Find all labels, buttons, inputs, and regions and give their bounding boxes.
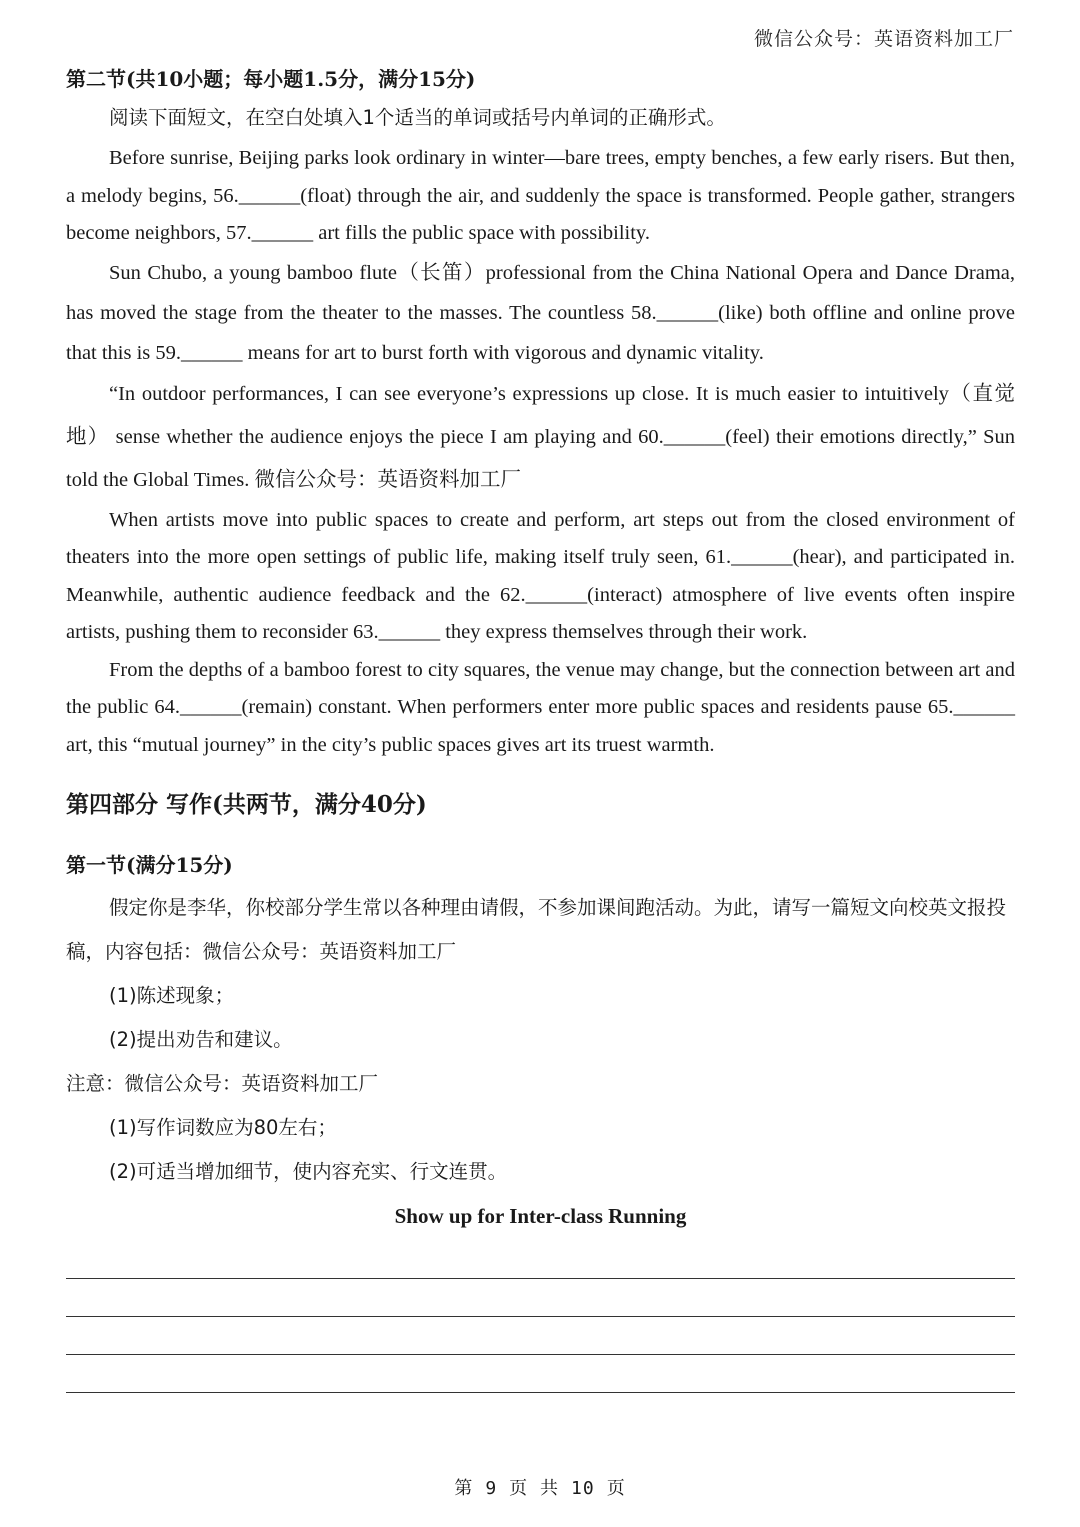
passage-paragraph-4: When artists move into public spaces to create and perform, art steps out from the closed environment of theaters into the more open settings of public life, making itself truly seen, 61.______(hear), and participated in. Meanwhile, authentic audience feedback and the 62.______(interact) atmosphere of live events often inspire artists, pushing them to reconsider 63.______ they express themselves through their work. <box>66 508 1015 643</box>
writing-point-1: (1)陈述现象； <box>109 984 235 1007</box>
footer-page-number: 9 <box>485 1478 498 1499</box>
passage-paragraph-5: From the depths of a bamboo forest to city squares, the venue may change, but the connection between art and the public 64.______(remain) constant. When performers enter more public spaces and residents pause 65.______ art, this “mutual journey” in the city’s public spaces gives art its truest warmth. <box>66 658 1015 756</box>
part4-heading: 第四部分 写作(共两节，满分40分) <box>66 791 427 818</box>
footer-mid: 页 共 <box>509 1478 559 1499</box>
content-area <box>66 64 1015 1393</box>
writing-note-2: (2)可适当增加细节，使内容充实、行文连贯。 <box>109 1160 508 1183</box>
section2-instruction: 阅读下面短文，在空白处填入1个适当的单词或括号内单词的正确形式。 <box>109 106 726 129</box>
page-header-watermark: 微信公众号：英语资料加工厂 <box>753 28 1014 50</box>
footer-suffix: 页 <box>606 1478 626 1499</box>
writing-line[interactable] <box>66 1392 1015 1393</box>
passage-paragraph-3: “In outdoor performances, I can see everyone’s expressions up close. It is much easier to intuitively（直觉地） sense whether the audience enjoys the piece I am playing and 60.______(feel) their emotions directly,” Sun told the Global Times. 微信公众号：英语资料加工厂 <box>66 382 1015 491</box>
part4-section1-heading: 第一节(满分15分) <box>66 853 233 877</box>
writing-prompt: 假定你是李华，你校部分学生常以各种理由请假，不参加课间跑活动。为此，请写一篇短文向校英文报投稿，内容包括：微信公众号：英语资料加工厂 <box>66 896 1007 963</box>
writing-note-1: (1)写作词数应为80左右； <box>109 1116 337 1139</box>
section2-heading: 第二节(共10小题；每小题1.5分，满分15分) <box>66 67 476 91</box>
footer-page-total: 10 <box>571 1478 595 1499</box>
passage-paragraph-2: Sun Chubo, a young bamboo flute（长笛）professional from the China National Opera and Dance Drama, has moved the stage from the theater to the masses. The countless 58.______(like) both offline and online prove that this is 59.______ means for art to burst forth with vigorous and dynamic vitality. <box>66 261 1015 364</box>
passage <box>66 140 1015 764</box>
footer-prefix: 第 <box>454 1478 474 1499</box>
writing-point-2: (2)提出劝告和建议。 <box>109 1028 293 1051</box>
page-footer <box>0 1474 1080 1500</box>
writing-note-label: 注意：微信公众号：英语资料加工厂 <box>66 1072 379 1095</box>
essay-title: Show up for Inter-class Running <box>394 1204 687 1228</box>
passage-paragraph-1: Before sunrise, Beijing parks look ordinary in winter—bare trees, empty benches, a few early risers. But then, a melody begins, 56.______(float) through the air, and suddenly the space is transformed. People gather, strangers become neighbors, 57.______ art fills the public space with possibility. <box>66 147 1015 244</box>
